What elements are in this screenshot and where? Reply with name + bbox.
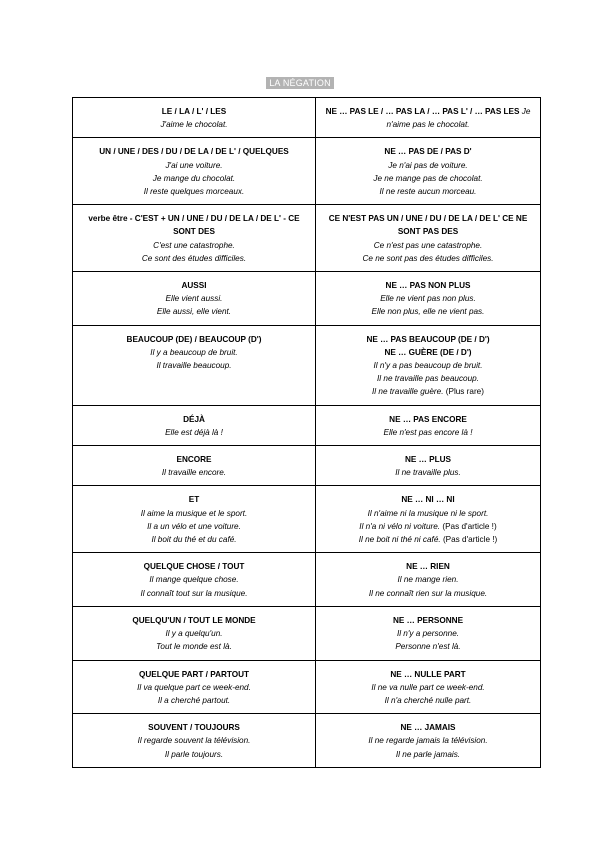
example-text: Il ne travaille plus.: [395, 468, 461, 478]
rule-heading: CE N'EST PAS UN / UNE / DU / DE LA / DE L' CE NE SONT PAS DES: [328, 214, 528, 237]
table-row: [73, 714, 541, 768]
table-row: [73, 446, 541, 486]
rule-heading-line: [320, 614, 536, 627]
rule-heading-line: [77, 413, 311, 426]
rule-heading: QUELQU'UN / TOUT LE MONDE: [132, 615, 256, 625]
example-sentence: [77, 748, 311, 761]
example-sentence: [320, 640, 536, 653]
example-text: Tout le monde est là.: [156, 642, 232, 652]
table-row: [73, 138, 541, 205]
negative-cell: [316, 714, 541, 768]
example-text: Il a un vélo et une voiture.: [147, 521, 241, 531]
rule-heading: ENCORE: [176, 455, 212, 465]
example-sentence: [77, 305, 311, 318]
example-sentence: [77, 627, 311, 640]
rule-heading: DÉJÀ: [183, 414, 205, 424]
example-sentence: [320, 372, 536, 385]
example-sentence: [77, 694, 311, 707]
affirmative-cell: [73, 205, 316, 272]
rule-heading: NE … PAS LE / … PAS LA / … PAS L' / … PAS LES: [325, 107, 520, 116]
example-sentence: [320, 573, 536, 586]
example-text: Il aime la musique et le sport.: [140, 508, 248, 518]
example-text: Je n'ai pas de voiture.: [388, 160, 468, 170]
example-sentence: [77, 734, 311, 747]
example-sentence: [320, 239, 536, 252]
rule-heading: ET: [188, 495, 200, 505]
example-text: J'ai une voiture.: [165, 160, 223, 170]
example-text: Elle aussi, elle vient.: [156, 307, 232, 317]
example-sentence: [77, 346, 311, 359]
example-text: Il y a quelqu'un.: [165, 629, 223, 639]
example-sentence: [77, 426, 311, 439]
example-sentence: [320, 359, 536, 372]
rule-heading-line: [77, 279, 311, 292]
example-text: Ce ne sont pas des études difficiles.: [362, 253, 494, 263]
example-text: Elle est déjà là !: [165, 427, 223, 437]
example-sentence: [320, 533, 536, 546]
example-text: Je ne mange pas de chocolat.: [373, 173, 483, 183]
example-text: Il connaît tout sur la musique.: [140, 588, 248, 598]
rule-heading-line: [320, 668, 536, 681]
example-sentence: [320, 385, 536, 398]
example-sentence: [77, 292, 311, 305]
rule-heading: NE … JAMAIS: [400, 723, 456, 733]
example-text: Il boit du thé et du café.: [151, 535, 237, 545]
example-text: Il travaille beaucoup.: [156, 361, 232, 371]
affirmative-cell: [73, 486, 316, 553]
example-text: Il a cherché partout.: [157, 695, 231, 705]
negative-cell: [316, 486, 541, 553]
rule-heading-line: [77, 333, 311, 346]
example-sentence: Je n'aime pas le chocolat.: [386, 107, 531, 130]
example-sentence: [320, 426, 536, 439]
affirmative-cell: [73, 325, 316, 405]
page-title: LA NÉGATION: [266, 77, 334, 89]
negative-cell: [316, 446, 541, 486]
example-text: Il ne mange rien.: [397, 575, 459, 585]
example-text: Il ne parle jamais.: [395, 749, 461, 759]
rule-heading-line: [77, 614, 311, 627]
rule-heading: QUELQUE CHOSE / TOUT: [143, 562, 245, 572]
example-text: Il ne connaît rien sur la musique.: [368, 588, 488, 598]
rule-heading-line: [320, 105, 536, 131]
example-text: J'aime le chocolat.: [160, 120, 228, 130]
example-text: Elle n'est pas encore là !: [383, 427, 473, 437]
example-text: Il ne travaille guère.: [372, 387, 444, 397]
rule-heading: NE … NI … NI: [401, 495, 455, 505]
rule-heading: NE … PERSONNE: [392, 615, 464, 625]
rule-heading: NE … PAS NON PLUS: [385, 281, 471, 291]
negative-cell: [316, 98, 541, 138]
negative-cell: [316, 660, 541, 714]
example-note: (Pas d'article !): [442, 521, 497, 531]
rule-heading-line: [77, 668, 311, 681]
example-sentence: [77, 172, 311, 185]
table-row: [73, 606, 541, 660]
example-sentence: [77, 118, 311, 131]
example-text: Il va quelque part ce week-end.: [137, 682, 251, 692]
example-text: Il reste quelques morceaux.: [143, 187, 245, 197]
example-text: Elle ne vient pas non plus.: [380, 294, 476, 304]
affirmative-cell: [73, 98, 316, 138]
negative-cell: [316, 606, 541, 660]
example-sentence: [320, 587, 536, 600]
rule-heading-line: [320, 560, 536, 573]
example-sentence: [320, 305, 536, 318]
affirmative-cell: [73, 272, 316, 326]
example-sentence: [77, 185, 311, 198]
example-text: Il ne reste aucun morceau.: [379, 187, 477, 197]
example-sentence: [77, 681, 311, 694]
example-sentence: [77, 520, 311, 533]
rule-heading-line: [320, 279, 536, 292]
rule-heading-line: [320, 212, 536, 238]
example-sentence: [77, 640, 311, 653]
rule-heading-line: [320, 493, 536, 506]
negation-table-body: [73, 98, 541, 768]
affirmative-cell: [73, 606, 316, 660]
example-text: Il n'y a pas beaucoup de bruit.: [373, 361, 483, 371]
example-text: Il n'a ni vélo ni voiture.: [359, 521, 441, 531]
example-note: (Pas d'article !): [442, 535, 498, 545]
rule-heading-line: [77, 493, 311, 506]
example-sentence: [77, 159, 311, 172]
rule-heading: NE … PAS BEAUCOUP (DE / D'): [366, 334, 490, 344]
rule-heading-line: [320, 721, 536, 734]
example-text: Il ne travaille pas beaucoup.: [377, 374, 479, 384]
rule-heading-line: [77, 145, 311, 158]
example-text: Personne n'est là.: [395, 642, 461, 652]
rule-heading: LE / LA / L' / LES: [161, 107, 227, 116]
table-row: [73, 272, 541, 326]
affirmative-cell: [73, 138, 316, 205]
table-row: [73, 553, 541, 607]
rule-heading-line: [77, 721, 311, 734]
affirmative-cell: [73, 553, 316, 607]
rule-heading: QUELQUE PART / PARTOUT: [138, 669, 250, 679]
example-sentence: [77, 252, 311, 265]
example-text: Il y a beaucoup de bruit.: [150, 347, 238, 357]
example-text: Il regarde souvent la télévision.: [137, 736, 251, 746]
example-sentence: [320, 507, 536, 520]
example-text: Il travaille encore.: [161, 468, 227, 478]
negative-cell: [316, 272, 541, 326]
rule-heading: SOUVENT / TOUJOURS: [148, 723, 240, 733]
negative-cell: [316, 205, 541, 272]
rule-heading-line: [320, 145, 536, 158]
example-sentence: [320, 627, 536, 640]
example-sentence: [320, 681, 536, 694]
affirmative-cell: [73, 405, 316, 445]
example-text: Elle non plus, elle ne vient pas.: [371, 307, 485, 317]
negative-cell: [316, 138, 541, 205]
rule-heading: NE … RIEN: [406, 562, 450, 572]
example-text: Ce n'est pas une catastrophe.: [373, 240, 483, 250]
negative-cell: [316, 325, 541, 405]
rule-heading: UN / UNE / DES / DU / DE LA / DE L' / QUELQUES: [99, 147, 289, 157]
example-text: Il mange quelque chose.: [149, 575, 239, 585]
example-text: Il parle toujours.: [164, 749, 224, 759]
example-text: Il n'aime ni la musique ni le sport.: [367, 508, 489, 518]
rule-heading-line: [320, 333, 536, 346]
rule-heading: verbe être - C'EST + UN / UNE / DU / DE LA / DE L' - CE SONT DES: [88, 214, 300, 237]
negation-table: [72, 97, 541, 768]
example-text: C'est une catastrophe.: [153, 240, 235, 250]
rule-heading: NE … GUÈRE (DE / D'): [384, 347, 472, 357]
example-sentence: [77, 466, 311, 479]
example-sentence: [320, 185, 536, 198]
rule-heading: NE … PAS DE / PAS D': [384, 147, 472, 157]
table-row: [73, 98, 541, 138]
affirmative-cell: [73, 714, 316, 768]
example-sentence: [77, 507, 311, 520]
rule-heading-line: [77, 453, 311, 466]
negative-cell: [316, 553, 541, 607]
rule-heading: NE … NULLE PART: [390, 669, 466, 679]
example-sentence: [77, 533, 311, 546]
table-row: [73, 405, 541, 445]
rule-heading-line: [320, 413, 536, 426]
rule-heading: NE … PLUS: [405, 455, 451, 465]
example-sentence: [320, 172, 536, 185]
table-row: [73, 205, 541, 272]
rule-heading: AUSSI: [181, 281, 207, 291]
example-text: Il ne regarde jamais la télévision.: [368, 736, 488, 746]
example-sentence: [320, 466, 536, 479]
example-text: Il n'y a personne.: [396, 629, 460, 639]
rule-heading: BEAUCOUP (DE) / BEAUCOUP (D'): [126, 334, 262, 344]
rule-heading-line: [320, 453, 536, 466]
rule-heading-line: [77, 212, 311, 238]
example-sentence: [320, 748, 536, 761]
example-text: Elle vient aussi.: [165, 294, 223, 304]
affirmative-cell: [73, 446, 316, 486]
example-sentence: [320, 159, 536, 172]
example-text: Il n'a cherché nulle part.: [384, 695, 472, 705]
table-row: [73, 325, 541, 405]
title-wrap: [0, 73, 600, 91]
rule-heading-line: [77, 105, 311, 118]
example-sentence: [320, 520, 536, 533]
example-sentence: [77, 239, 311, 252]
example-text: Il ne va nulle part ce week-end.: [371, 682, 485, 692]
table-row: [73, 660, 541, 714]
table-row: [73, 486, 541, 553]
rule-heading: NE … PAS ENCORE: [389, 414, 467, 424]
example-sentence: [320, 252, 536, 265]
example-sentence: [320, 694, 536, 707]
example-sentence: [320, 734, 536, 747]
affirmative-cell: [73, 660, 316, 714]
example-text: Ce sont des études difficiles.: [141, 253, 247, 263]
example-note: (Plus rare): [445, 387, 484, 397]
example-sentence: [320, 292, 536, 305]
rule-heading-line: [77, 560, 311, 573]
example-sentence: [77, 573, 311, 586]
example-text: Je mange du chocolat.: [152, 173, 236, 183]
example-text: Il ne boit ni thé ni café.: [358, 535, 441, 545]
negative-cell: [316, 405, 541, 445]
example-sentence: [77, 359, 311, 372]
example-sentence: [77, 587, 311, 600]
